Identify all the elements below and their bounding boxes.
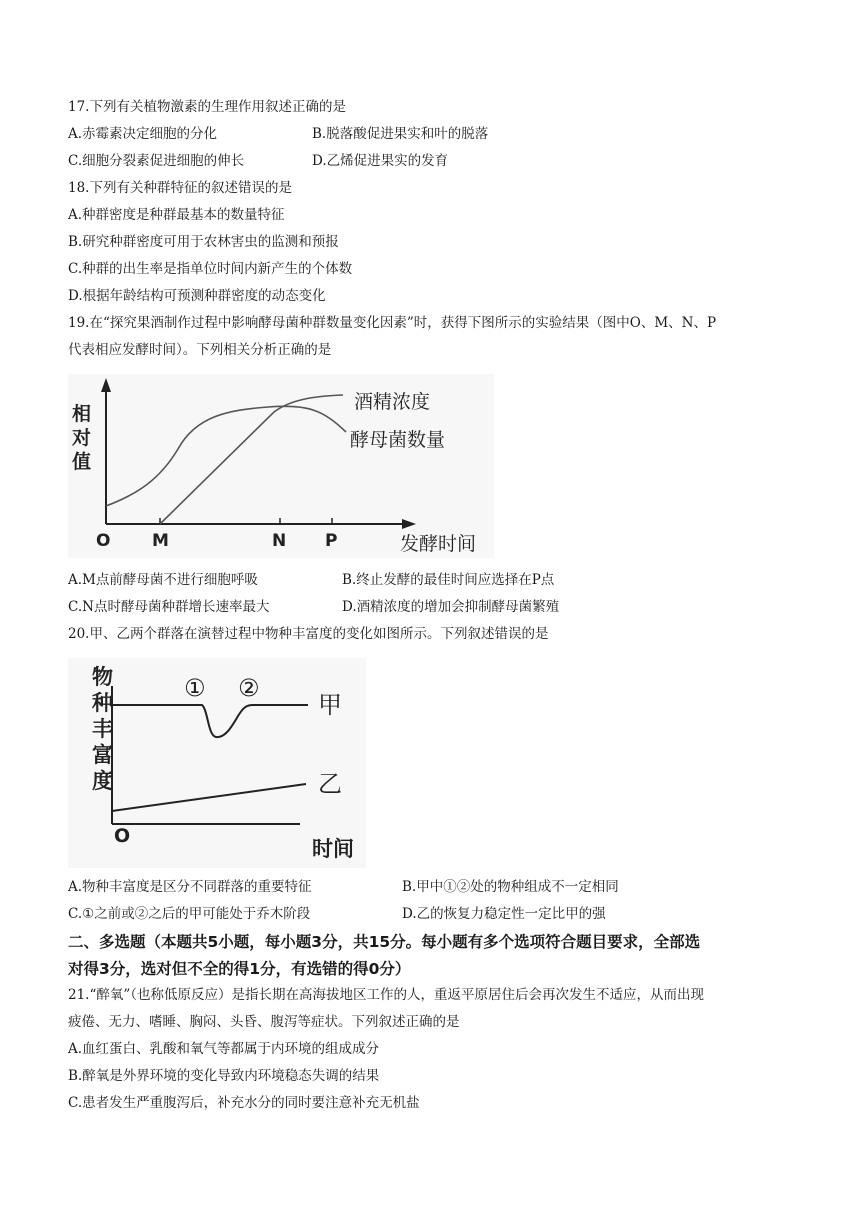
q20-option-c: C.①之前或②之后的甲可能处于乔木阶段 xyxy=(68,906,311,922)
section2-title-line2: 对得3分，选对但不全的得1分，有选错的得0分） xyxy=(68,960,411,978)
q19-curve-label-yeast: 酵母菌数量 xyxy=(350,429,446,451)
q17-option-c: C.细胞分裂素促进细胞的伸长 xyxy=(68,153,245,169)
q20-ylabel-3: 丰 xyxy=(92,717,113,741)
q18-option-c: C.种群的出生率是指单位时间内新产生的个体数 xyxy=(68,261,353,277)
q21-option-c: C.患者发生严重腹泻后，补充水分的同时要注意补充无机盐 xyxy=(68,1095,420,1111)
q18-option-d: D.根据年龄结构可预测种群密度的动态变化 xyxy=(68,288,326,304)
q20-ylabel-2: 种 xyxy=(92,691,113,715)
q20-stem: 20.甲、乙两个群落在演替过程中物种丰富度的变化如图所示。下列叙述错误的是 xyxy=(68,626,549,642)
q19-figure xyxy=(68,374,498,560)
q19-tick-p: P xyxy=(325,531,338,551)
q20-option-b: B.甲中①②处的物种组成不一定相同 xyxy=(402,879,619,895)
q20-mark-2: ② xyxy=(238,674,260,702)
q20-ylabel-5: 度 xyxy=(92,769,113,793)
q18-option-a: A.种群密度是种群最基本的数量特征 xyxy=(68,207,285,223)
q19-option-a: A.M点前酵母菌不进行细胞呼吸 xyxy=(68,572,258,588)
q20-label-jia: 甲 xyxy=(318,691,342,719)
q21-option-a: A.血红蛋白、乳酸和氧气等都属于内环境的组成成分 xyxy=(68,1041,380,1057)
q17-option-d: D.乙烯促进果实的发育 xyxy=(312,153,449,169)
q20-option-a: A.物种丰富度是区分不同群落的重要特征 xyxy=(68,879,312,895)
q20-option-d: D.乙的恢复力稳定性一定比甲的强 xyxy=(402,906,606,922)
q20-origin: O xyxy=(114,825,131,847)
q20-label-yi: 乙 xyxy=(318,770,342,798)
q19-xlabel: 发酵时间 xyxy=(400,533,477,555)
q19-ylabel-1: 相 xyxy=(72,403,92,425)
section2-title-line1: 二、多选题（本题共5小题，每小题3分，共15分。每小题有多个选项符合题目要求，全部选 xyxy=(68,933,701,951)
q17-stem: 17.下列有关植物激素的生理作用叙述正确的是 xyxy=(68,99,346,115)
q19-tick-o: O xyxy=(96,531,111,551)
q18-option-b: B.研究种群密度可用于农林害虫的监测和预报 xyxy=(68,234,339,250)
q19-stem-line2: 代表相应发酵时间）。下列相关分析正确的是 xyxy=(68,342,332,358)
q19-tick-n: N xyxy=(272,531,287,551)
q20-ylabel-4: 富 xyxy=(92,743,113,767)
q19-curve-label-alcohol: 酒精浓度 xyxy=(354,391,431,413)
q20-xlabel: 时间 xyxy=(312,837,354,861)
q19-tick-m: M xyxy=(152,531,169,551)
q21-stem-line2: 疲倦、无力、嗜睡、胸闷、头昏、腹泻等症状。下列叙述正确的是 xyxy=(68,1014,460,1030)
q19-option-b: B.终止发酵的最佳时间应选择在P点 xyxy=(342,572,555,588)
q17-option-b: B.脱落酸促进果实和叶的脱落 xyxy=(312,126,489,142)
q19-option-d: D.酒精浓度的增加会抑制酵母菌繁殖 xyxy=(342,599,560,615)
q18-stem: 18.下列有关种群特征的叙述错误的是 xyxy=(68,180,292,196)
q21-option-b: B.醉氧是外界环境的变化导致内环境稳态失调的结果 xyxy=(68,1068,380,1084)
q17-option-a: A.赤霉素决定细胞的分化 xyxy=(68,126,218,142)
q19-ylabel-2: 对 xyxy=(72,427,92,449)
q19-stem-line1: 19.在“探究果酒制作过程中影响酵母菌种群数量变化因素”时，获得下图所示的实验结果（图中O、M、N、P xyxy=(68,315,717,331)
q21-stem-line1: 21.“醉氧”（也称低原反应）是指长期在高海拔地区工作的人，重返平原居住后会再次发生不适应，从而出现 xyxy=(68,987,705,1003)
q19-option-c: C.N点时酵母菌种群增长速率最大 xyxy=(68,599,270,615)
q20-mark-1: ① xyxy=(184,674,206,702)
q20-figure xyxy=(68,658,368,870)
q20-ylabel-1: 物 xyxy=(92,665,113,689)
q19-ylabel-3: 值 xyxy=(72,451,92,473)
